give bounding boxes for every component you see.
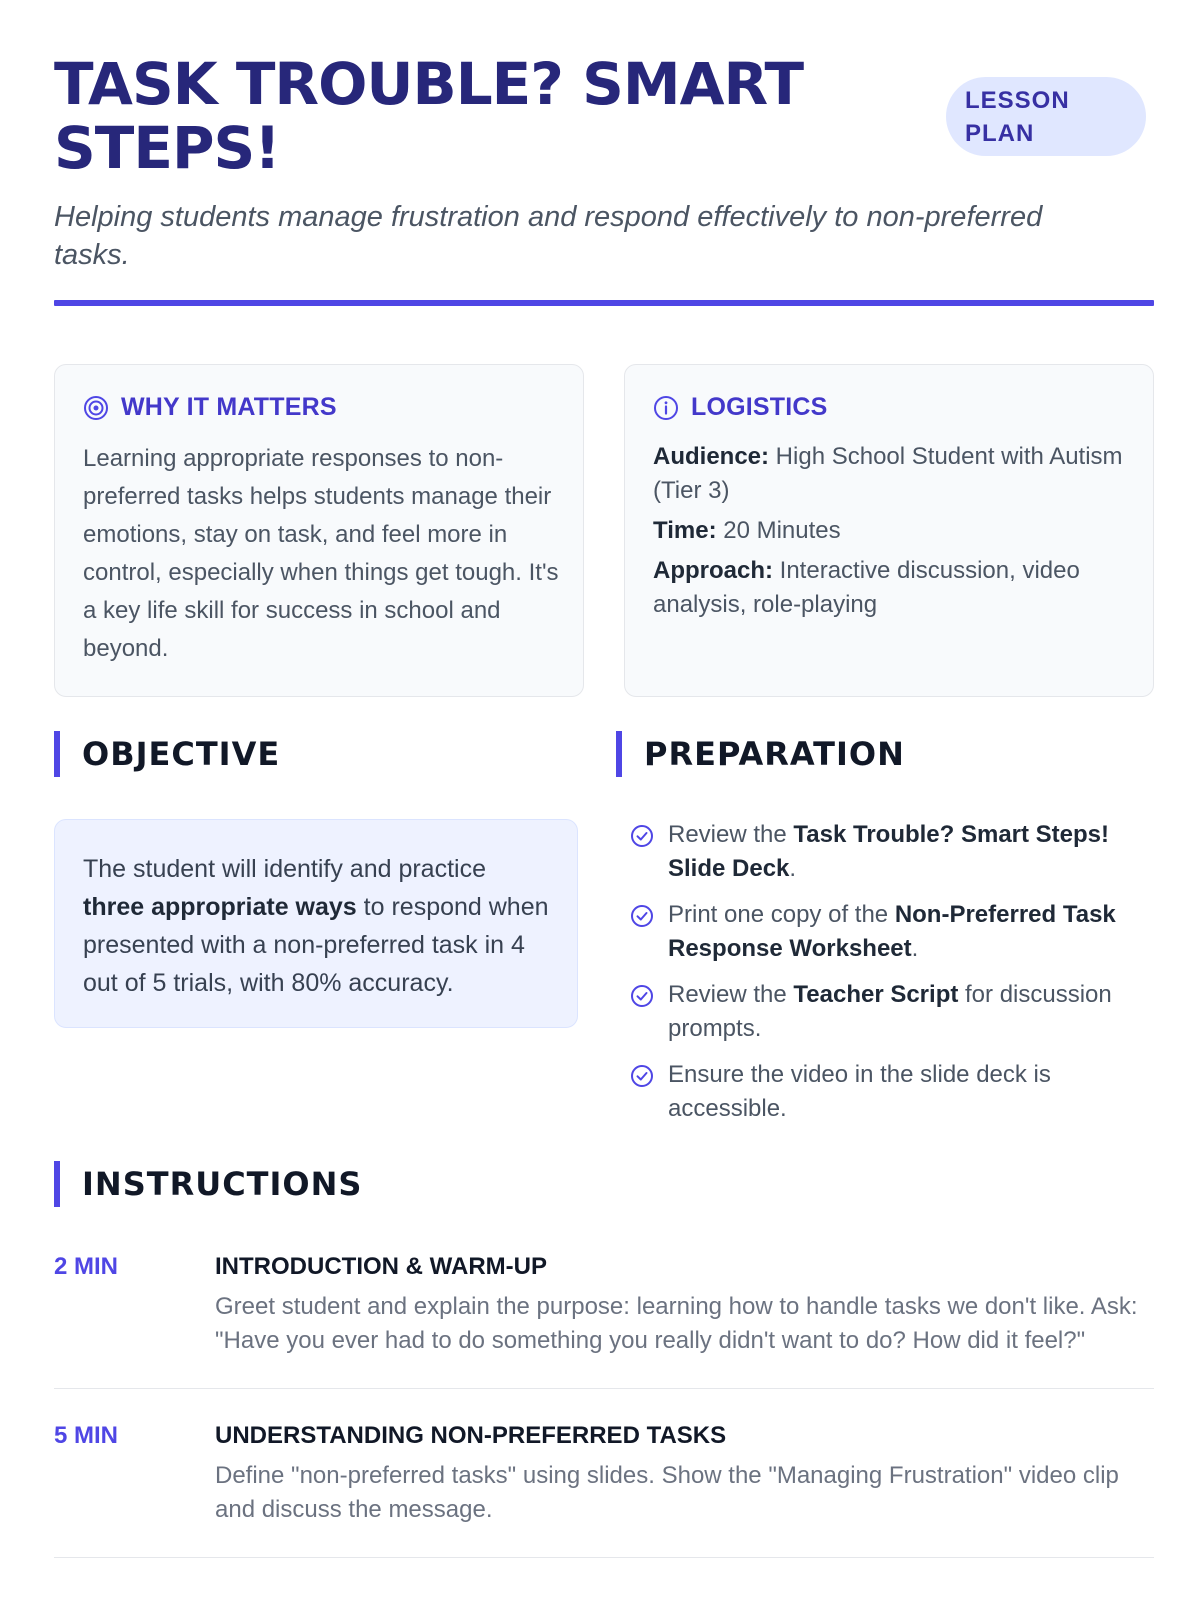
- audience-line: [653, 440, 1133, 508]
- prep-item: [630, 978, 1150, 1046]
- badge-line-2: PLAN: [965, 120, 1035, 147]
- objective-text: [83, 850, 553, 1002]
- approach-line: [653, 554, 1133, 622]
- objective-heading-label: OBJECTIVE: [82, 735, 281, 773]
- step-content: [215, 1419, 1154, 1527]
- check-circle-icon: [630, 904, 654, 928]
- heading-accent-bar: [616, 731, 622, 777]
- heading-accent-bar: [54, 731, 60, 777]
- target-icon: [83, 395, 109, 421]
- why-card-body: Learning appropriate responses to non-preferred tasks helps students manage their emotions, stay on task, and feel more in control, especially when things get tough. It's a key life skill for success in school and beyond.: [83, 445, 559, 662]
- prep-item-bold: Teacher Script: [793, 981, 959, 1008]
- lesson-plan-badge: [946, 77, 1146, 156]
- time-line: [653, 514, 1133, 548]
- prep-item-bold: Non-Preferred Task Response Worksheet: [668, 901, 1116, 962]
- why-it-matters-card: [54, 364, 584, 697]
- objective-text-pre: The student will identify and practice: [83, 855, 486, 883]
- prep-item: [630, 1058, 1150, 1126]
- step-duration: 5 MIN: [54, 1422, 119, 1449]
- step-description: Greet student and explain the purpose: learning how to handle tasks we don't like. Ask: "Have you ever had to do something you really didn't want to do? How did it feel?": [215, 1293, 1138, 1354]
- info-icon: [653, 395, 679, 421]
- page-subtitle: Helping students manage frustration and respond effectively to non-preferred tasks.: [54, 201, 1043, 271]
- prep-item: [630, 818, 1150, 886]
- audience-label: Audience:: [653, 443, 770, 470]
- prep-item-post: for discussion prompts.: [668, 981, 1112, 1042]
- logistics-card-title: LOGISTICS: [691, 393, 828, 421]
- instructions-heading-label: INSTRUCTIONS: [82, 1165, 363, 1203]
- objective-text-post: to respond when presented with a non-preferred task in 4 out of 5 trials, with 80% accuracy.: [83, 893, 549, 997]
- step-content: [215, 1250, 1154, 1358]
- instructions-heading: [54, 1161, 362, 1207]
- objective-heading: [54, 731, 280, 777]
- prep-item-post: .: [789, 855, 797, 882]
- why-card-title: WHY IT MATTERS: [121, 393, 337, 421]
- objective-box: [54, 819, 578, 1028]
- page-title: TASK TROUBLE? SMART STEPS!: [54, 50, 804, 182]
- objective-text-bold: three appropriate ways: [83, 893, 357, 921]
- logistics-card-header: [653, 393, 828, 422]
- approach-label: Approach:: [653, 557, 773, 584]
- prep-item-post: .: [911, 935, 919, 962]
- time-label: Time:: [653, 517, 717, 544]
- badge-line-1: LESSON: [965, 87, 1070, 114]
- heading-accent-bar: [54, 1161, 60, 1207]
- step-duration: 2 MIN: [54, 1253, 119, 1280]
- check-circle-icon: [630, 824, 654, 848]
- logistics-body: [653, 440, 1133, 628]
- preparation-list: [630, 818, 1150, 1138]
- step-title: INTRODUCTION & WARM-UP: [215, 1253, 547, 1280]
- check-circle-icon: [630, 984, 654, 1008]
- why-card-header: [83, 393, 337, 422]
- instruction-step: [54, 1250, 1154, 1389]
- preparation-heading-label: PREPARATION: [644, 735, 905, 773]
- prep-item-text: Review the: [668, 981, 794, 1008]
- prep-item: [630, 898, 1150, 966]
- step-title: UNDERSTANDING NON-PREFERRED TASKS: [215, 1422, 727, 1449]
- prep-item-text: Review the: [668, 821, 794, 848]
- audience-value: High School Student with Autism (Tier 3): [653, 443, 1123, 504]
- check-circle-icon: [630, 1064, 654, 1088]
- prep-item-text: Print one copy of the: [668, 901, 895, 928]
- prep-item-bold: Task Trouble? Smart Steps! Slide Deck: [668, 821, 1110, 882]
- step-description: Define "non-preferred tasks" using slides. Show the "Managing Frustration" video clip and discuss the message.: [215, 1462, 1119, 1523]
- page-header: [54, 52, 1154, 180]
- prep-item-text: Ensure the video in the slide deck is accessible.: [668, 1061, 1051, 1122]
- time-value: 20 Minutes: [716, 517, 841, 544]
- preparation-heading: [616, 731, 905, 777]
- instruction-step: [54, 1419, 1154, 1558]
- instructions-list: [54, 1250, 1154, 1588]
- logistics-card: [624, 364, 1154, 697]
- approach-value: Interactive discussion, video analysis, role-playing: [653, 557, 1080, 618]
- header-divider: [54, 300, 1154, 306]
